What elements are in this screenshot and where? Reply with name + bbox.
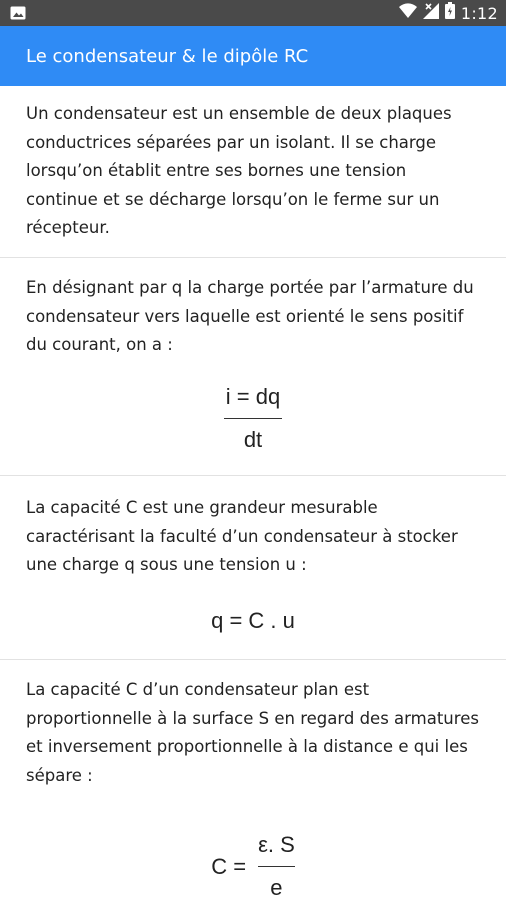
fraction <box>258 832 295 900</box>
formula-expression: q = C . u <box>211 607 295 633</box>
image-icon <box>10 6 26 20</box>
paragraph: En désignant par q la charge portée par l’armature du condensateur vers laquelle est orienté le sens positif du courant, on a : <box>26 278 474 354</box>
app-bar <box>0 26 506 86</box>
paragraph: La capacité C d’un condensateur plan est proportionnelle à la surface S en regard des armatures et inversement proportionnelle à la distance e qui les sépare : <box>26 680 479 785</box>
status-time: 1:12 <box>460 3 498 23</box>
wifi-icon <box>399 3 417 24</box>
content-list[interactable] <box>0 86 506 900</box>
paragraph: Un condensateur est un ensemble de deux plaques conductrices séparées par un isolant. Il se charge lorsqu’on établit entre ses bornes une tension continue et se décharge lorsqu’on le ferme sur un récepteur. <box>26 104 452 237</box>
status-icons <box>399 4 498 22</box>
formula-lhs: C = <box>211 853 247 879</box>
paragraph: La capacité C est une grandeur mesurable caractérisant la faculté d’un condensateur à stocker une charge q sous une tension u : <box>26 498 458 574</box>
formula-numerator: ε. S <box>258 832 295 857</box>
list-item <box>0 86 506 258</box>
status-bar <box>0 0 506 26</box>
signal-icon <box>423 3 439 24</box>
formula-denominator: dt <box>224 418 282 453</box>
formula-numerator: i = dq <box>225 383 281 409</box>
formula-denominator: e <box>258 866 295 900</box>
list-item <box>0 476 506 660</box>
formula <box>26 832 480 900</box>
formula <box>26 384 480 453</box>
formula <box>26 608 480 634</box>
app-title: Le condensateur & le dipôle RC <box>26 45 309 67</box>
battery-icon <box>445 2 455 24</box>
fraction <box>224 384 282 453</box>
list-item <box>0 660 506 900</box>
list-item <box>0 258 506 476</box>
